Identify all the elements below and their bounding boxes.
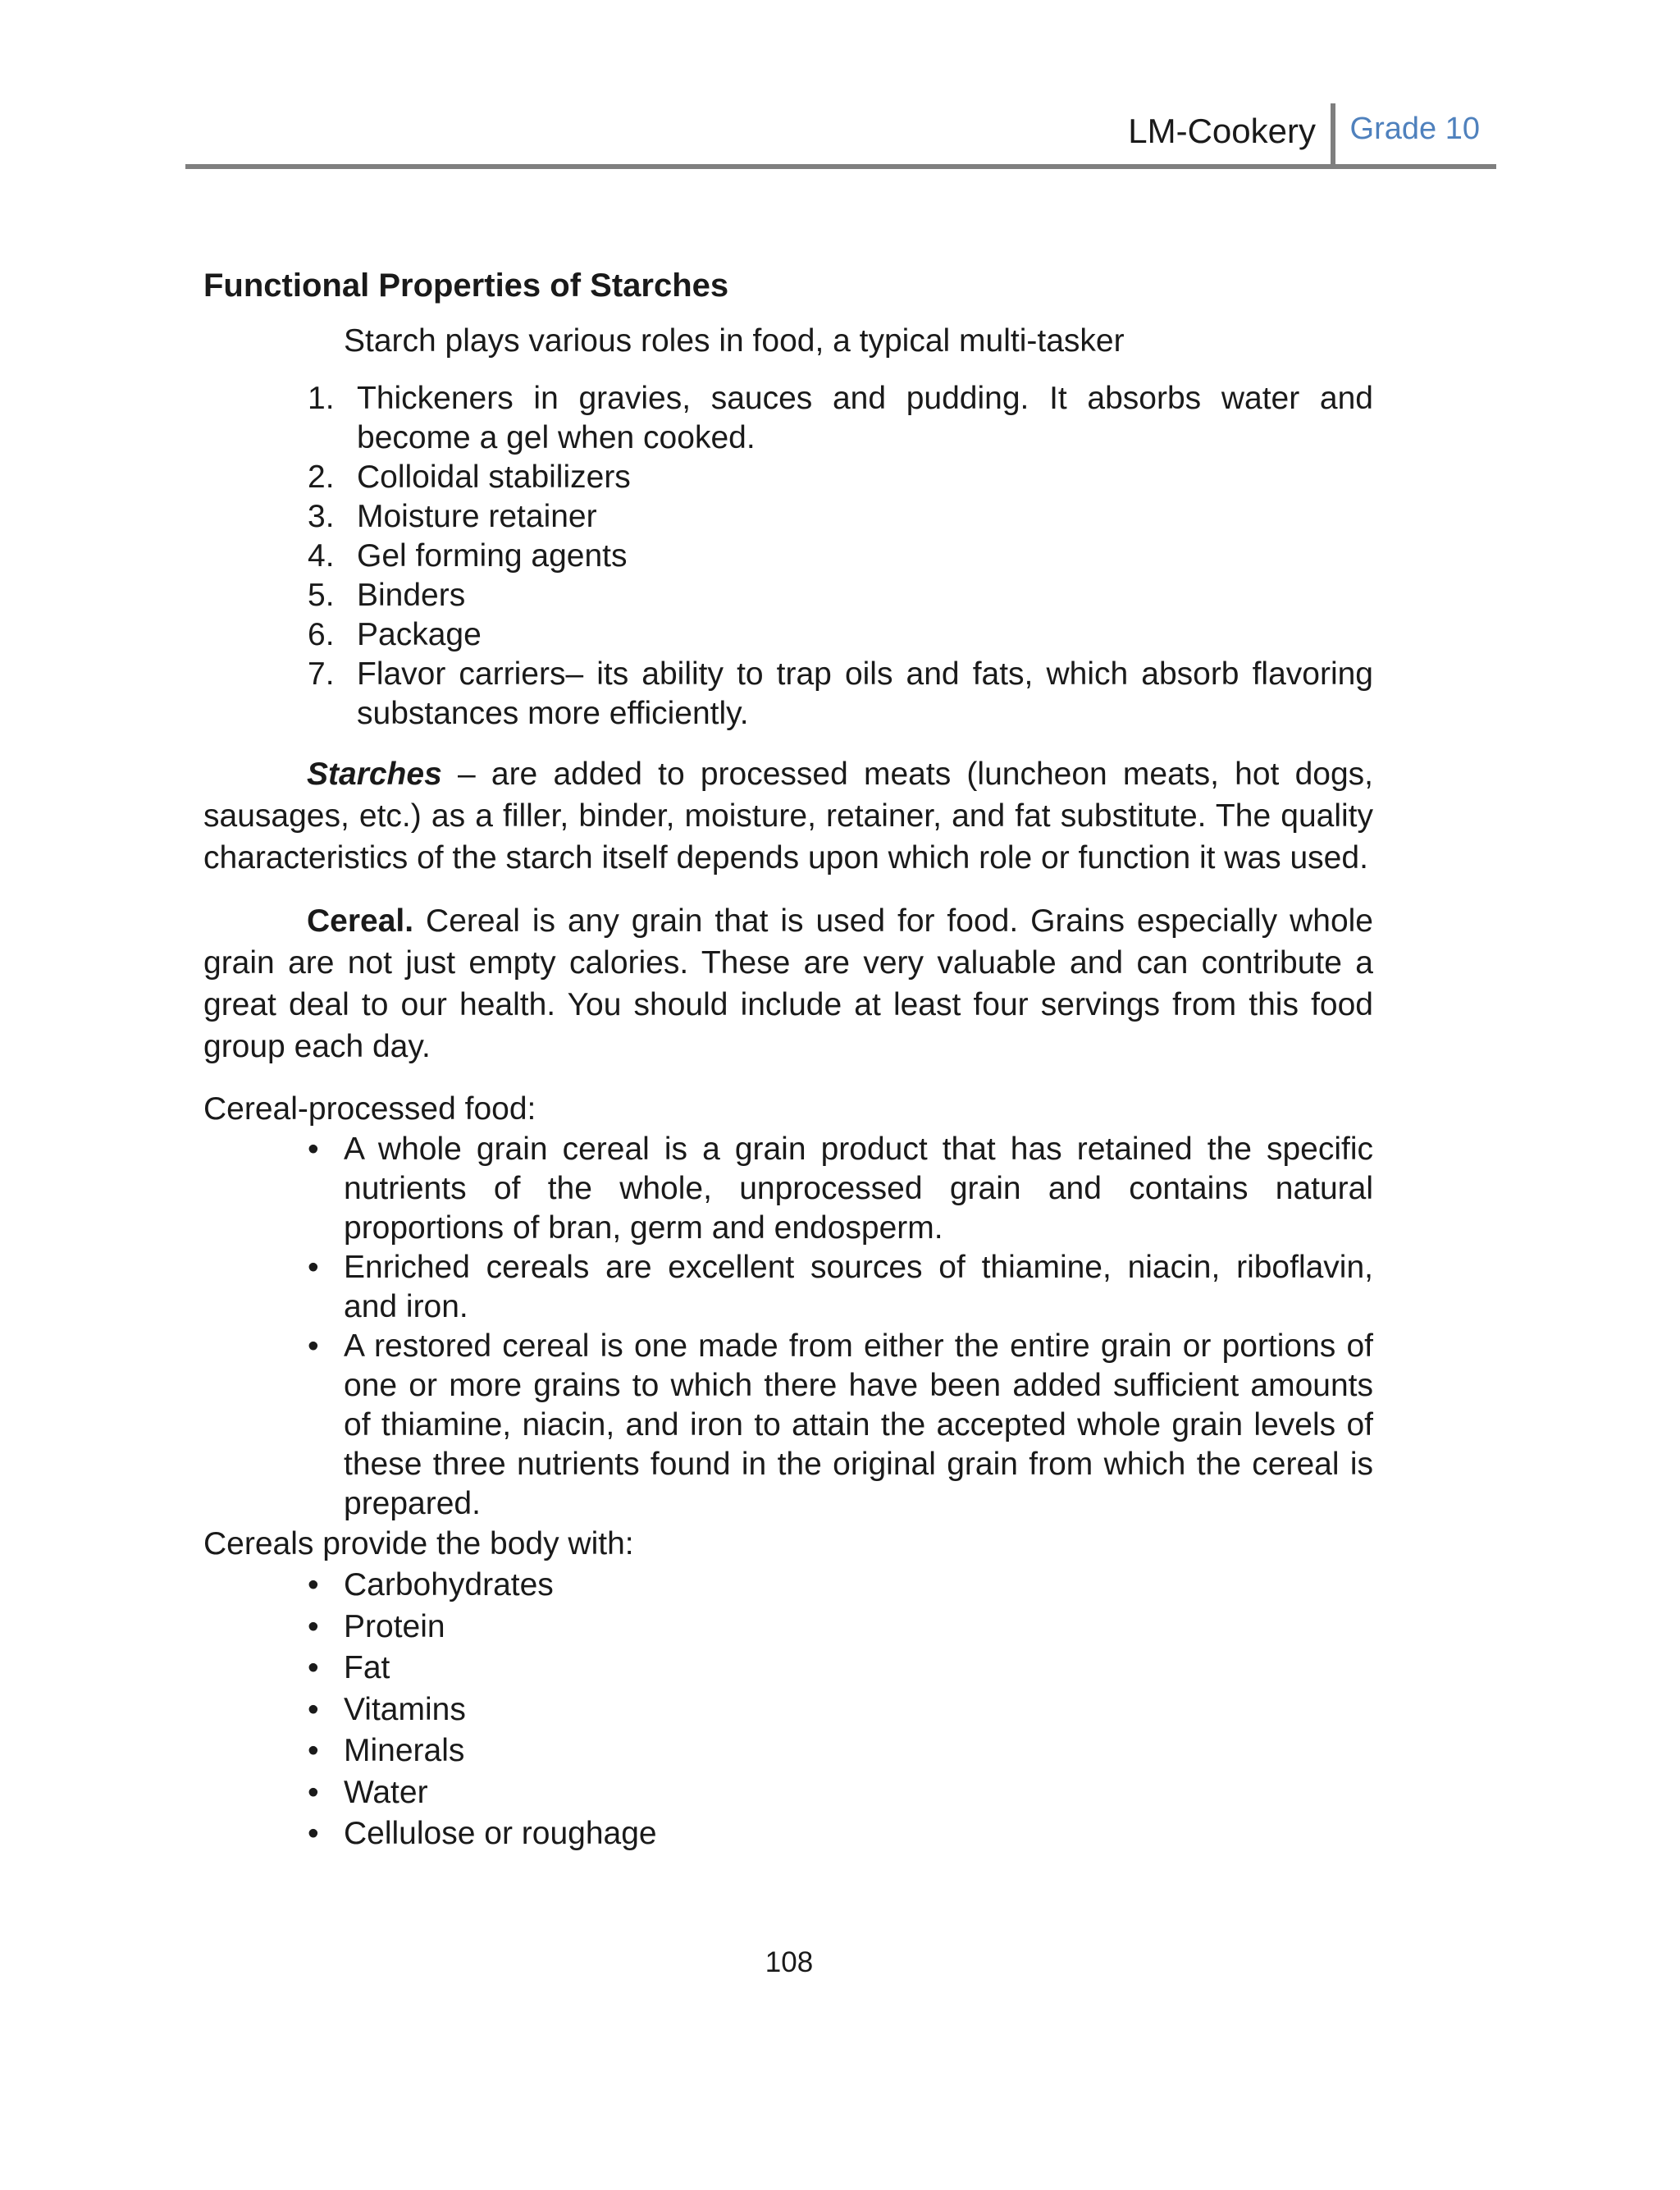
list-item: • A whole grain cereal is a grain product that has retained the specific nutrients of the whole, unprocessed grain and contains natural proportions of bran, germ and endosperm. [308, 1132, 1373, 1246]
section-intro: Starch plays various roles in food, a typical multi-tasker [344, 323, 1125, 359]
bullet-icon: • [308, 1650, 319, 1685]
list-item: 2. Colloidal stabilizers [308, 459, 631, 495]
cereal-paragraph: Cereal. Cereal is any grain that is used for food. Grains especially whole grain are not just empty calories. These are very valuable and can contribute a great deal to our health. You should include at least four servings from this food group each day. [203, 903, 1373, 1064]
list-item: • Enriched cereals are excellent sources of thiamine, niacin, riboflavin, and iron. [308, 1250, 1373, 1324]
list-item: 4. Gel forming agents [308, 538, 628, 574]
provides-label: Cereals provide the body with: [203, 1526, 634, 1561]
list-item: • A restored cereal is one made from either the entire grain or portions of one or more grains to which there have been added sufficient amounts of thiamine, niacin, and iron to attain the accepted whole grain levels of these three nutrients found in the original grain from which the cereal is prepared. [308, 1328, 1373, 1521]
bullet-icon: • [308, 1608, 319, 1644]
list-item: 7. Flavor carriers– its ability to trap oils and fats, which absorb flavoring substances more efficiently. [308, 656, 1373, 731]
starches-paragraph: Starches – are added to processed meats (luncheon meats, hot dogs, sausages, etc.) as a filler, binder, moisture, retainer, and fat substitute. The quality characteristics of the starch itself depends upon which role or function it was used. [203, 757, 1373, 876]
bullet-icon: • [308, 1132, 319, 1167]
list-item: • Water [344, 1772, 1373, 1814]
list-item: • Protein [344, 1607, 1373, 1648]
header-subject: LM-Cookery [1128, 112, 1316, 150]
list-item: • Vitamins [344, 1689, 1373, 1731]
processed-food-list [203, 1130, 1373, 1524]
list-item: 1. Thickeners in gravies, sauces and pudding. It absorbs water and become a gel when cooked. [308, 381, 1373, 455]
page-header [185, 102, 1496, 167]
list-item: • Carbohydrates [344, 1565, 1373, 1607]
cereal-lead: Cereal. [307, 903, 414, 939]
starch-roles-list [203, 379, 1373, 734]
list-item: 5. Binders [308, 578, 466, 613]
page-content [203, 266, 1373, 1855]
bullet-icon: • [308, 1250, 319, 1285]
bullet-icon: • [308, 1733, 319, 1768]
provides-list [203, 1565, 1373, 1855]
bullet-icon: • [308, 1774, 319, 1810]
header-divider [1331, 103, 1335, 166]
section-title: Functional Properties of Starches [203, 267, 729, 304]
list-item: • Minerals [344, 1731, 1373, 1772]
bullet-icon: • [308, 1567, 319, 1602]
list-item: 3. Moisture retainer [308, 499, 597, 534]
page-number: 108 [765, 1946, 814, 1978]
bullet-icon: • [308, 1816, 319, 1851]
processed-food-label: Cereal-processed food: [203, 1091, 536, 1127]
bullet-icon: • [308, 1328, 319, 1364]
starches-lead: Starches [307, 757, 442, 792]
list-item: • Fat [344, 1648, 1373, 1689]
header-grade: Grade 10 [1349, 112, 1480, 146]
list-item: • Cellulose or roughage [344, 1813, 1373, 1855]
header-rule [185, 164, 1496, 169]
list-item: 6. Package [308, 617, 482, 652]
bullet-icon: • [308, 1691, 319, 1727]
